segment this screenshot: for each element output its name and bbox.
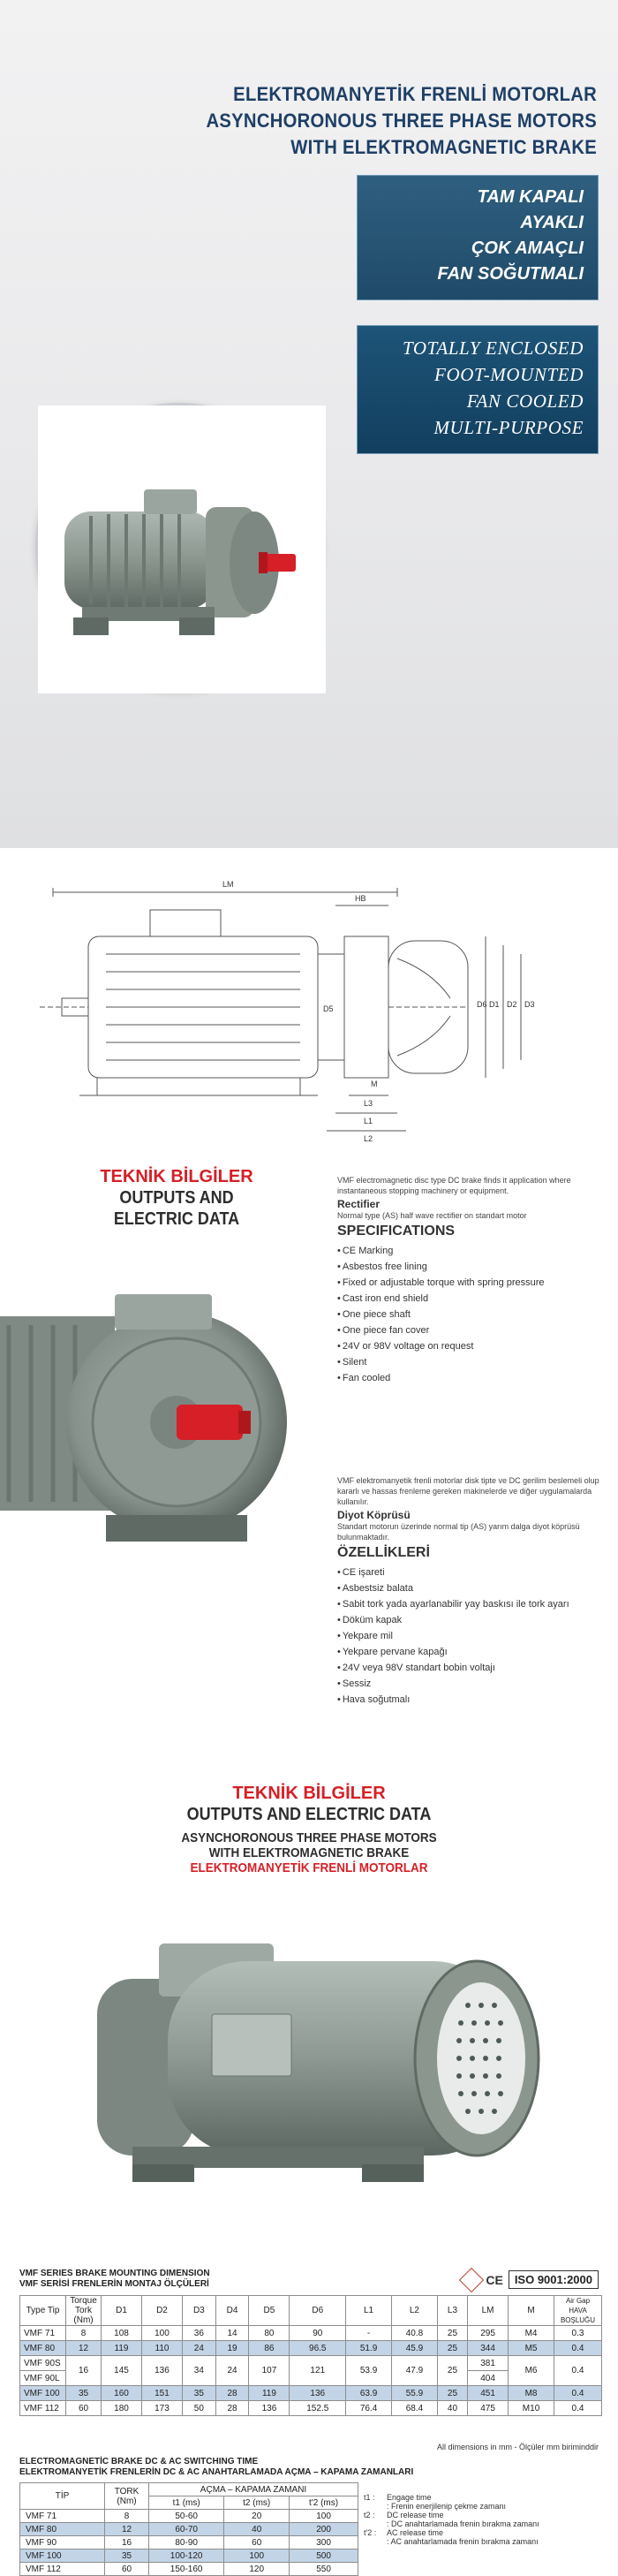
- cell: M5: [509, 2341, 554, 2356]
- section2-subtitle-red: ELEKTROMANYETİK FRENLİ MOTORLAR: [190, 1860, 428, 1875]
- section2-subtitle: WITH ELEKTROMAGNETIC BRAKE: [208, 1845, 410, 1860]
- cell: 25: [437, 2386, 467, 2401]
- col-header: L2: [392, 2296, 438, 2326]
- cell-type: VMF 112: [20, 2563, 105, 2576]
- legend-value: AC release time: [387, 2528, 444, 2537]
- col-header: TİP: [20, 2483, 105, 2510]
- cell: 0.4: [554, 2386, 602, 2401]
- cell: 0.4: [554, 2401, 602, 2416]
- spec-item: • CE işareti: [337, 1565, 602, 1580]
- legend-row: [364, 2528, 539, 2537]
- cell: 110: [141, 2341, 182, 2356]
- col-header: L1: [346, 2296, 392, 2326]
- cell: 200: [290, 2523, 358, 2536]
- legend-row: [364, 2519, 539, 2528]
- quality-mark-icon: [459, 2267, 484, 2292]
- cell: 19: [215, 2341, 249, 2356]
- cell: 173: [141, 2401, 182, 2416]
- brake-motor-image: [38, 405, 326, 693]
- legend-value: : Frenin enerjilenip çekme zamanı: [387, 2502, 507, 2511]
- cell-type: VMF 100: [20, 2386, 66, 2401]
- switching-time-table: [19, 2482, 358, 2576]
- legend-value: Engage time: [387, 2493, 432, 2502]
- spec-item: • Silent: [337, 1354, 602, 1370]
- cell: 119: [249, 2386, 290, 2401]
- section1-title-red: TEKNİK BİLGİLER: [100, 1167, 253, 1186]
- col-header: D5: [249, 2296, 290, 2326]
- spec-item: • Asbestsiz balata: [337, 1580, 602, 1596]
- section1-heading: [79, 1166, 274, 1230]
- table-header-row: [20, 2296, 602, 2326]
- cell: 16: [66, 2356, 102, 2386]
- cell-type: VMF 112: [20, 2401, 66, 2416]
- feature-tr: AYAKLI: [520, 213, 584, 232]
- legend-key: t2 :: [364, 2511, 375, 2519]
- cell: 25: [437, 2356, 467, 2386]
- legend-value: : DC anahtarlamada frenin bırakma zamanı: [387, 2519, 539, 2528]
- table-row: [20, 2536, 358, 2549]
- feature-en: FAN COOLED: [466, 390, 584, 412]
- legend-key: [364, 2537, 387, 2546]
- cell: 16: [105, 2536, 149, 2549]
- spec-item: • Fixed or adjustable torque with spring pressure: [337, 1275, 602, 1291]
- hero-title-line: ELEKTROMANYETİK FRENLİ MOTORLAR: [233, 83, 597, 105]
- technical-drawing: [35, 875, 583, 1148]
- cell: 0.3: [554, 2326, 602, 2341]
- col-header: D6: [290, 2296, 346, 2326]
- dim-label: D6: [477, 1000, 487, 1009]
- table-row: [20, 2510, 358, 2523]
- legend-row: [364, 2511, 539, 2519]
- legend-row: [364, 2493, 539, 2502]
- table-row: [20, 2401, 602, 2416]
- cell: 451: [468, 2386, 509, 2401]
- cell: 51.9: [346, 2341, 392, 2356]
- cell-type: VMF 71: [20, 2326, 66, 2341]
- col-header: Torque Tork (Nm): [66, 2296, 102, 2326]
- dim-label: D5: [323, 1004, 334, 1013]
- col-group-header: AÇMA – KAPAMA ZAMANI: [149, 2483, 358, 2496]
- col-header: TORK (Nm): [105, 2483, 149, 2510]
- table-footnote: All dimensions in mm - Ölçüler mm biriminddir: [436, 2443, 599, 2451]
- cell-type: VMF 71: [20, 2510, 105, 2523]
- certification-marks: [463, 2270, 599, 2289]
- cell: 120: [224, 2563, 290, 2576]
- cell: 14: [215, 2326, 249, 2341]
- table-row: [20, 2523, 358, 2536]
- dimension-title-tr: VMF SERİSİ FRENLERİN MONTAJ ÖLÇÜLERİ: [19, 2279, 209, 2289]
- col-header: D3: [182, 2296, 215, 2326]
- feature-tr: ÇOK AMAÇLI: [471, 239, 584, 258]
- spec-item: • Asbestos free lining: [337, 1259, 602, 1275]
- cell: 8: [105, 2510, 149, 2523]
- col-header: Type Tip: [20, 2296, 66, 2326]
- cell: 40: [437, 2401, 467, 2416]
- legend-row: [364, 2502, 539, 2511]
- cell: 90: [290, 2326, 346, 2341]
- feature-tr: TAM KAPALI: [477, 187, 584, 207]
- section2-title-red: TEKNİK BİLGİLER: [232, 1784, 386, 1803]
- dimension-title-en: VMF SERIES BRAKE MOUNTING DIMENSION: [19, 2269, 210, 2278]
- cell: 53.9: [346, 2356, 392, 2386]
- col-header: t'2 (ms): [290, 2496, 358, 2510]
- ce-mark-icon: CE: [486, 2272, 503, 2287]
- cell: 300: [290, 2536, 358, 2549]
- cell: 136: [141, 2356, 182, 2386]
- spec-item: • 24V veya 98V standart bobin voltajı: [337, 1660, 602, 1676]
- switching-table-title: [19, 2457, 413, 2478]
- cell-type: VMF 90S: [20, 2356, 66, 2371]
- cell: 100: [290, 2510, 358, 2523]
- section2-heading: [0, 1783, 618, 1875]
- table-row: [20, 2549, 358, 2563]
- specs-turkish: [337, 1475, 602, 1708]
- cell: 35: [66, 2386, 102, 2401]
- col-header: Air Gap HAVA BOŞLUĞU: [554, 2296, 602, 2326]
- spec-item: • Fan cooled: [337, 1370, 602, 1386]
- switching-legend: [364, 2493, 539, 2546]
- cell: 100: [224, 2549, 290, 2563]
- hero-title: [172, 81, 597, 161]
- dim-label: HB: [355, 894, 366, 903]
- cell: 60: [224, 2536, 290, 2549]
- rectifier-title: Rectifier: [337, 1198, 381, 1210]
- cell: M4: [509, 2326, 554, 2341]
- cell: 0.4: [554, 2356, 602, 2386]
- cell: 80: [249, 2326, 290, 2341]
- cell-type: VMF 80: [20, 2341, 66, 2356]
- spec-item: • Hava soğutmalı: [337, 1692, 602, 1708]
- legend-row: [364, 2537, 539, 2546]
- cell: 404: [468, 2371, 509, 2386]
- spec-item: • One piece fan cover: [337, 1322, 602, 1338]
- cell: 50: [182, 2401, 215, 2416]
- cell: 24: [182, 2341, 215, 2356]
- cell: 28: [215, 2401, 249, 2416]
- table-row: [20, 2563, 358, 2576]
- feature-tr: FAN SOĞUTMALI: [437, 264, 584, 284]
- specs-title: ÖZELLİKLERİ: [337, 1545, 430, 1560]
- cell: 50-60: [149, 2510, 224, 2523]
- cell: 63.9: [346, 2386, 392, 2401]
- specs-title: SPECIFICATIONS: [337, 1224, 456, 1239]
- spec-list: [337, 1565, 602, 1708]
- spec-item: • One piece shaft: [337, 1307, 602, 1322]
- cell: 55.9: [392, 2386, 438, 2401]
- cell-type: VMF 90L: [20, 2371, 66, 2386]
- rectifier-text: Standart motorun üzerinde normal tip (AS) yarım dalga diyot köprüsü bulunmaktadır.: [337, 1522, 580, 1542]
- cell: 100-120: [149, 2549, 224, 2563]
- table-header-row: [20, 2483, 358, 2496]
- legend-value: : AC anahtarlamada frenin bırakma zamanı: [387, 2537, 539, 2546]
- switching-title-en: ELECTROMAGNETİC BRAKE DC & AC SWITCHING TIME: [19, 2457, 259, 2466]
- cell: 80-90: [149, 2536, 224, 2549]
- table-row: [20, 2386, 602, 2401]
- english-features-box: [357, 325, 599, 454]
- spec-item: • Yekpare pervane kapağı: [337, 1644, 602, 1660]
- cell: 25: [437, 2341, 467, 2356]
- cell-type: VMF 90: [20, 2536, 105, 2549]
- table-row: [20, 2356, 602, 2371]
- feature-en: MULTI-PURPOSE: [433, 417, 584, 438]
- cell: 12: [105, 2523, 149, 2536]
- cell: 107: [249, 2356, 290, 2386]
- iso-badge: ISO 9001:2000: [509, 2270, 599, 2289]
- spec-list: [337, 1243, 602, 1386]
- cell: 100: [141, 2326, 182, 2341]
- cell: 76.4: [346, 2401, 392, 2416]
- cell: 151: [141, 2386, 182, 2401]
- motor-photo-circle: [35, 403, 323, 691]
- cell: 295: [468, 2326, 509, 2341]
- spec-item: • Sessiz: [337, 1676, 602, 1692]
- cell: 344: [468, 2341, 509, 2356]
- cell: 24: [215, 2356, 249, 2386]
- cell: 160: [102, 2386, 142, 2401]
- cell: 475: [468, 2401, 509, 2416]
- col-header: LM: [468, 2296, 509, 2326]
- cell-type: VMF 100: [20, 2549, 105, 2563]
- cell: 96.5: [290, 2341, 346, 2356]
- cell: 60-70: [149, 2523, 224, 2536]
- col-header: t2 (ms): [224, 2496, 290, 2510]
- cell: 500: [290, 2549, 358, 2563]
- dim-label: M: [371, 1080, 378, 1088]
- cell: 152.5: [290, 2401, 346, 2416]
- motor-photo-side: [79, 1908, 574, 2209]
- cell: 136: [249, 2401, 290, 2416]
- spec-intro: VMF elektromanyetik frenli motorlar disk tipte ve DC gerilim beslemeli olup kararlı ve hassas frenleme gereken makinelerde ve diğer uygulamalarda kullanılır.: [337, 1476, 599, 1506]
- section2-title-dark: OUTPUTS AND ELECTRIC DATA: [186, 1805, 432, 1824]
- cell: 47.9: [392, 2356, 438, 2386]
- hero-title-line: WITH ELEKTROMAGNETIC BRAKE: [290, 136, 597, 158]
- cell: 0.4: [554, 2341, 602, 2356]
- turkish-features-box: [357, 175, 599, 300]
- col-header: D2: [141, 2296, 182, 2326]
- legend-key: [364, 2519, 387, 2528]
- table-row: [20, 2326, 602, 2341]
- switching-title-tr: ELEKTROMANYETİK FRENLERİN DC & AC ANAHTARLAMADA AÇMA – KAPAMA ZAMANLARI: [19, 2467, 414, 2477]
- cell: 550: [290, 2563, 358, 2576]
- spec-item: • Yekpare mil: [337, 1628, 602, 1644]
- legend-key: t'2 :: [364, 2528, 377, 2537]
- cell-type: VMF 80: [20, 2523, 105, 2536]
- cell: 60: [105, 2563, 149, 2576]
- cell: M8: [509, 2386, 554, 2401]
- dim-label: L1: [364, 1117, 373, 1125]
- spec-item: • 24V or 98V voltage on request: [337, 1338, 602, 1354]
- cell: 20: [224, 2510, 290, 2523]
- col-header: L3: [437, 2296, 467, 2326]
- table-row: [20, 2341, 602, 2356]
- cell: 28: [215, 2386, 249, 2401]
- cell: 145: [102, 2356, 142, 2386]
- cell: 34: [182, 2356, 215, 2386]
- cell: M10: [509, 2401, 554, 2416]
- specs-english: [337, 1175, 602, 1386]
- spec-intro: VMF electromagnetic disc type DC brake finds it application where instantaneous stopping machinery or equipment.: [337, 1176, 571, 1195]
- section2-subtitle: ASYNCHORONOUS THREE PHASE MOTORS: [181, 1830, 437, 1845]
- dimension-table: [19, 2295, 602, 2416]
- dim-label: D3: [524, 1000, 535, 1009]
- cell: 68.4: [392, 2401, 438, 2416]
- cell: 8: [66, 2326, 102, 2341]
- cell: 12: [66, 2341, 102, 2356]
- cell: 108: [102, 2326, 142, 2341]
- rectifier-text: Normal type (AS) half wave rectifier on standart motor: [337, 1211, 527, 1220]
- cell: 60: [66, 2401, 102, 2416]
- hero-title-line: ASYNCHORONOUS THREE PHASE MOTORS: [206, 110, 597, 132]
- col-header: D4: [215, 2296, 249, 2326]
- cell: 25: [437, 2326, 467, 2341]
- legend-value: DC release time: [387, 2511, 444, 2519]
- cell: 136: [290, 2386, 346, 2401]
- spec-item: • Sabit tork yada ayarlanabilir yay baskısı ile tork ayarı: [337, 1596, 602, 1612]
- cell: 35: [182, 2386, 215, 2401]
- dim-label: D2: [507, 1000, 517, 1009]
- dim-label: L3: [364, 1099, 373, 1108]
- cell: 86: [249, 2341, 290, 2356]
- col-header: M: [509, 2296, 554, 2326]
- cell: 36: [182, 2326, 215, 2341]
- col-header: t1 (ms): [149, 2496, 224, 2510]
- cell: -: [346, 2326, 392, 2341]
- hero-banner: [0, 0, 618, 848]
- cell: 180: [102, 2401, 142, 2416]
- dim-label: LM: [222, 880, 234, 889]
- dimension-table-title: [19, 2269, 210, 2290]
- spec-item: • Cast iron end shield: [337, 1291, 602, 1307]
- section1-title-dark: OUTPUTS AND ELECTRIC DATA: [113, 1188, 240, 1229]
- cell: 381: [468, 2356, 509, 2371]
- cell: M6: [509, 2356, 554, 2386]
- legend-key: [364, 2502, 387, 2511]
- col-header: D1: [102, 2296, 142, 2326]
- feature-en: TOTALLY ENCLOSED: [402, 337, 584, 359]
- legend-key: t1 :: [364, 2493, 375, 2502]
- spec-item: • CE Marking: [337, 1243, 602, 1259]
- cell: 121: [290, 2356, 346, 2386]
- spec-item: • Döküm kapak: [337, 1612, 602, 1628]
- cell: 119: [102, 2341, 142, 2356]
- rectifier-title: Diyot Köprüsü: [337, 1509, 411, 1521]
- motor-photo-front: [0, 1290, 353, 1555]
- dim-label: L2: [364, 1134, 373, 1143]
- cell: 40: [224, 2523, 290, 2536]
- cell: 40.8: [392, 2326, 438, 2341]
- cell: 35: [105, 2549, 149, 2563]
- cell: 45.9: [392, 2341, 438, 2356]
- feature-en: FOOT-MOUNTED: [434, 364, 584, 385]
- dim-label: D1: [489, 1000, 500, 1009]
- cell: 150-160: [149, 2563, 224, 2576]
